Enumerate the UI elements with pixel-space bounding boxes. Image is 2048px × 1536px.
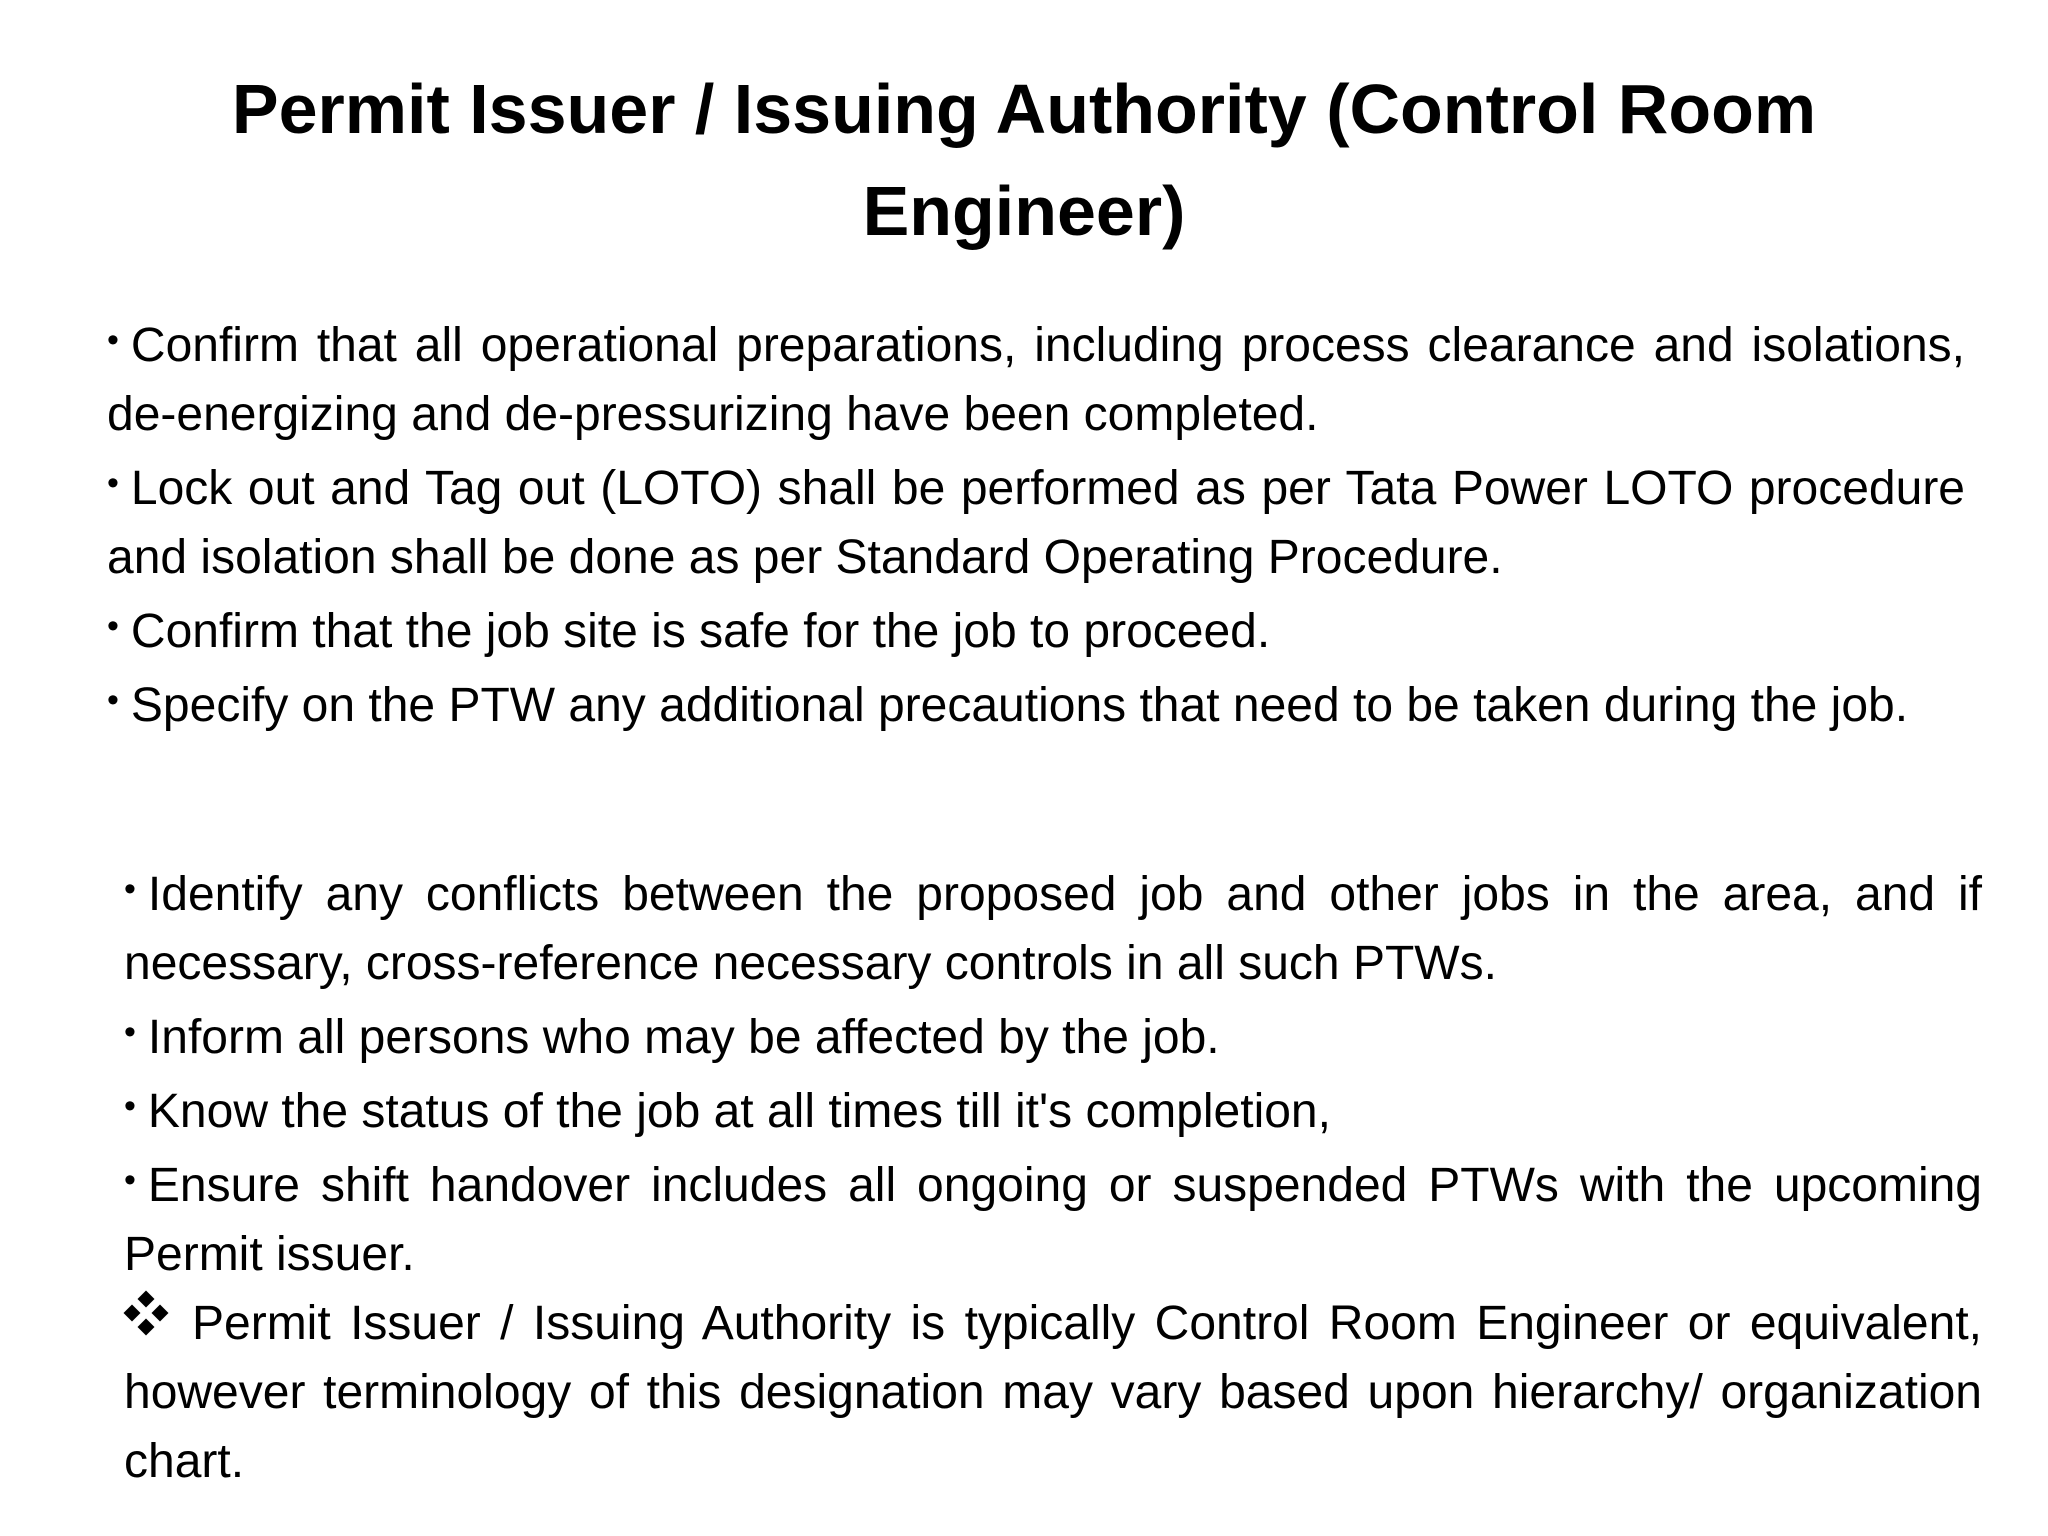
list-item-text: Specify on the PTW any additional precautions that need to be taken during the job. [130, 679, 1909, 732]
four-diamond-bullet-icon [124, 1291, 168, 1335]
bullet-icon: • [107, 607, 119, 645]
list-item-text: Identify any conflicts between the proposed job and other jobs in the area, and if necessary, cross-reference necessary controls in all such PTWs. [124, 868, 1982, 990]
bullet-icon: • [124, 1087, 136, 1125]
list-item-text: Confirm that the job site is safe for the job to proceed. [130, 605, 1271, 658]
list-item-text: Know the status of the job at all times till it's completion, [147, 1085, 1331, 1138]
note-item [124, 1289, 1982, 1496]
list-item [107, 666, 1965, 740]
list-item [124, 998, 1982, 1072]
list-item [107, 592, 1965, 666]
responsibilities-list-part-2 [124, 855, 1982, 1496]
bullet-icon: • [124, 1013, 136, 1051]
list-item [124, 1146, 1982, 1289]
list-item-text: Inform all persons who may be affected by the job. [147, 1011, 1220, 1064]
list-item [107, 306, 1965, 449]
list-item [124, 1072, 1982, 1146]
bullet-icon: • [107, 464, 119, 502]
page-title: Permit Issuer / Issuing Authority (Control Room Engineer) [231, 70, 1817, 250]
list-item-text: Ensure shift handover includes all ongoing or suspended PTWs with the upcoming Permit issuer. [124, 1159, 1982, 1281]
bullet-icon: • [107, 321, 119, 359]
list-item [124, 855, 1982, 998]
responsibilities-list-part-1 [107, 306, 1965, 740]
bullet-icon: • [124, 870, 136, 908]
list-item-text: Confirm that all operational preparations, including process clearance and isolations, de-energizing and de-pressurizing have been completed. [107, 319, 1965, 441]
list-item-text: Lock out and Tag out (LOTO) shall be performed as per Tata Power LOTO procedure and isolation shall be done as per Standard Operating Procedure. [107, 462, 1965, 584]
bullet-icon: • [107, 681, 119, 719]
note-text: Permit Issuer / Issuing Authority is typically Control Room Engineer or equivalent, however terminology of this designation may vary based upon hierarchy/ organization chart. [124, 1297, 1982, 1488]
bullet-icon: • [124, 1161, 136, 1199]
list-item [107, 449, 1965, 592]
